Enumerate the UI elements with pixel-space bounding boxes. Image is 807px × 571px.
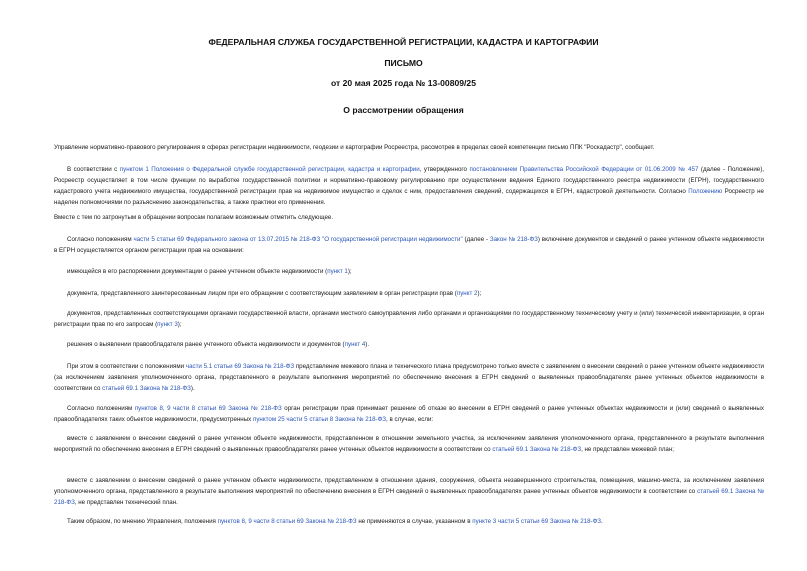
link-law-218-part5-art69[interactable]: части 5 статьи 69 Федерального закона от 13.07.2015 № 218-ФЗ "О государственной регистрации недвижимости" (133, 236, 463, 243)
link-items-8-9-conclusion[interactable]: пунктов 8, 9 части 8 статьи 69 Закона № 218-ФЗ (217, 518, 357, 525)
link-art69-1[interactable]: статьей 69.1 Закона № 218-ФЗ (102, 385, 191, 392)
paragraph-refusal: Согласно положениям пунктов 8, 9 части 8 статьи 69 Закона № 218-ФЗ орган регистрации прав принимает решение об отказе во внесении в ЕГРН сведений о ранее учтенных объектах недвижимости и (или) сведений о выявленных правообладателях таких объектов недвижимости, предусмотренных пунктом 25 части 5 статьи 8 Закона № 218-ФЗ, в случае, если: (54, 405, 764, 423)
document-date-number: от 20 мая 2025 года № 13-00809/25 (331, 78, 476, 88)
document-type: ПИСЬМО (384, 58, 423, 68)
link-item-2[interactable]: пункт 2 (456, 290, 478, 297)
link-art69-1-building[interactable]: статьей 69.1 Закона № 218-ФЗ (54, 488, 765, 506)
link-item-4[interactable]: пункт 4 (344, 341, 366, 348)
link-part5-1-art69[interactable]: части 5.1 статьи 69 Закона № 218-ФЗ (185, 363, 295, 370)
paragraph-conclusion: Таким образом, по мнению Управления, положения пунктов 8, 9 части 8 статьи 69 Закона № 218-ФЗ не применяются в случае, указанном в пункте 3 части 5 статьи 69 Закона № 218-ФЗ. (67, 518, 603, 525)
link-art69-1-land[interactable]: статьей 69.1 Закона № 218-ФЗ (492, 446, 582, 453)
link-law-218[interactable]: Закон № 218-ФЗ (489, 236, 538, 243)
link-item-3-part5-art69[interactable]: пункте 3 части 5 статьи 69 Закона № 218-ФЗ (472, 518, 602, 525)
link-item-1[interactable]: пункт 1 (327, 268, 348, 275)
link-government-decree[interactable]: постановлением Правительства Российской Федерации от 01.06.2009 № 457 (469, 166, 699, 173)
paragraph-part5-1: При этом в соответствии с положениями части 5.1 статьи 69 Закона № 218-ФЗ представление межевого плана и технического плана предусмотрено только вместе с заявлением о внесении сведений о ранее учтенном объекте недвижимости (за исключением заявления уполномоченного органа, представленного в результате выполнения мероприятий по обеспечению внесения в ЕГРН сведений о выявленных правообладателях ранее учтенных объектов недвижимости в соответствии со статьей 69.1 Закона № 218-ФЗ). (54, 363, 764, 392)
paragraph-transition: Вместе с тем по затронутым в обращении вопросам полагаем возможным отметить следующее. (54, 214, 334, 221)
paragraph-law-part5: Согласно положениям части 5 статьи 69 Федерального закона от 13.07.2015 № 218-ФЗ "О государственной регистрации недвижимости" (далее - Закон № 218-ФЗ) включение документов и сведений о ранее учтенном объекте недвижимости в ЕГРН осуществляется органом регистрации прав на основании: (54, 236, 764, 254)
link-items-8-9-part8[interactable]: пунктов 8, 9 части 8 статьи 69 Закона № 218-ФЗ (134, 405, 282, 412)
paragraph-land-plot: вместе с заявлением о внесении сведений о ранее учтенном объекте недвижимости, представленном в отношении земельного участка, за исключением заявления уполномоченного органа, представленного в результате выполнения мероприятий по обеспечению внесения в ЕГРН сведений о выявленных правообладателях ранее учтенных объектов недвижимости в соответствии со статьей 69.1 Закона № 218-ФЗ, не представлен межевой план; (54, 435, 764, 453)
agency-title: ФЕДЕРАЛЬНАЯ СЛУЖБА ГОСУДАРСТВЕННОЙ РЕГИСТРАЦИИ, КАДАСТРА И КАРТОГРАФИИ (208, 37, 599, 47)
paragraph-authority: В соответствии с пунктом 1 Положения о Федеральной службе государственной регистрации, кадастра и картографии, утвержденного постановлением Правительства Российской Федерации от 01.06.2009 № 457 (далее - Положение), Росреестр осуществляет в том числе функции по выработке государственной политики и нормативно-правовому регулированию при осуществлении ведения Единого государственного реестра недвижимости (ЕГРН), государственного кадастрового учета недвижимого имущества, государственной регистрации прав на недвижимое имущество и сделок с ним, предоставления сведений, содержащихся в ЕГРН, кадастровой деятельности. Согласно Положению Росреестр не наделен полномочиями по разъяснению законодательства, а также практики его применения. (54, 166, 764, 206)
document-subject: О рассмотрении обращения (343, 105, 464, 115)
list-item-basis-4: решения о выявлении правообладателя ранее учтенного объекта недвижимости и документов (пункт 4). (67, 341, 370, 348)
link-item-25-part5-art8[interactable]: пунктом 25 части 5 статьи 8 Закона № 218-ФЗ (252, 416, 387, 423)
link-regulation-item-1[interactable]: пунктом 1 Положения о Федеральной службе государственной регистрации, кадастра и картографии (119, 166, 420, 173)
link-item-3[interactable]: пункт 3 (157, 321, 178, 328)
paragraph-building: вместе с заявлением о внесении сведений о ранее учтенном объекте недвижимости, представленном в отношении здания, сооружения, объекта незавершенного строительства, помещения, машино-места, за исключением заявления уполномоченного органа, представленного в результате выполнения мероприятий по обеспечению внесения в ЕГРН сведений о выявленных правообладателях ранее учтенных объектов недвижимости в соответствии со статьей 69.1 Закона № 218-ФЗ, не представлен технический план. (54, 477, 765, 506)
paragraph-intro: Управление нормативно-правового регулирования в сферах регистрации недвижимости, геодезии и картографии Росреестра, рассмотрев в пределах своей компетенции письмо ППК "Роскадастр", сообщает. (54, 144, 655, 151)
list-item-basis-2: документа, представленного заинтересованным лицом при его обращении с соответствующим заявлением в орган регистрации прав (пункт 2); (67, 290, 482, 297)
list-item-basis-1: имеющейся в его распоряжении документации о ранее учтенном объекте недвижимости (пункт 1); (67, 268, 352, 275)
link-regulation[interactable]: Положению (688, 188, 723, 195)
list-item-basis-3: документов, представленных соответствующими органами государственной власти, органами местного самоуправления либо органами и организациями по государственному техническому учету и (или) технической инвентаризации, в орган регистрации прав по его запросам (пункт 3); (54, 310, 764, 328)
